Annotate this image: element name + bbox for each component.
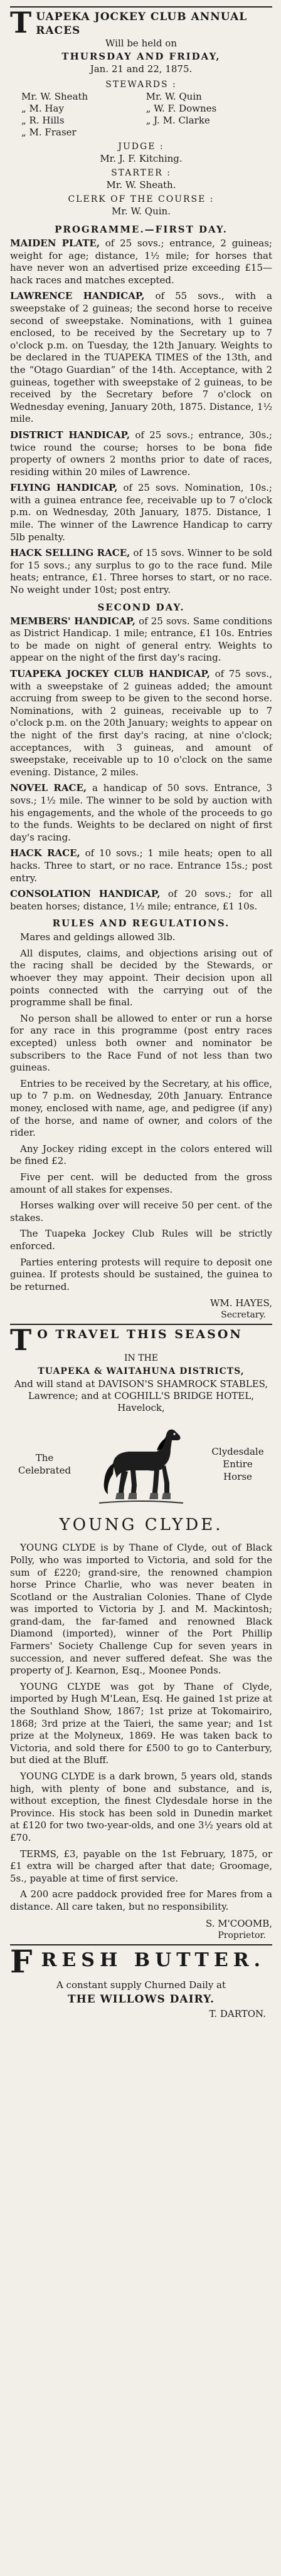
steward-name <box>146 127 261 139</box>
clyde-paragraph: YOUNG CLYDE was got by Thane of Clyde, imported by Hugh M'Lean, Esq. He gained 1st prize at the Southland Show, 1867; 1st prize at Tokomairiro, 1868; 3rd prize at the Taieri, the same year; and 1st prize at the Molyneux, 1869. He was taken back to Victoria, and sold there for £500 to go to Canterbury, but died at the Bluff. <box>10 1680 272 1766</box>
jockey-club-title <box>10 6 272 39</box>
race-title: CONSOLATION HANDICAP, <box>10 888 161 900</box>
judge-name: Mr. J. F. Kitching. <box>100 153 183 164</box>
clyde-terms: TERMS, £3, payable on the 1st February, 1875, or £1 extra will be charged after that date; Groomage, 5s., payable at time of first service. <box>10 1848 272 1884</box>
young-clyde-ad <box>10 1323 272 1941</box>
clyde-paragraph: YOUNG CLYDE is a dark brown, 5 years old, stands high, with plenty of bone and substance, and is, without exception, the finest Clydesdale horse in the Province. His stock has been sold in Dunedin market at £120 for two two-year-olds, and one 3½ years old at £70. <box>10 1771 272 1843</box>
steward-name: „ J. M. Clarke <box>146 115 210 126</box>
section-divider <box>10 1944 272 1945</box>
rule-item: Mares and geldings allowed 3lb. <box>20 931 176 943</box>
horse-illustration-icon <box>94 1420 188 1508</box>
first-day-races <box>10 238 272 597</box>
clyde-stands: And will stand at DAVISON'S SHAMROCK STABLES, Lawrence; and at COGHILL'S BRIDGE HOTEL, Havelock, <box>14 1378 268 1414</box>
race-text: of 25 sovs. Same conditions as District Handicap. 1 mile; entrance, £1 10s. Entries to be made on night of general entry. Weights to appear on the night of the first day's racing. <box>10 615 272 664</box>
race-text: of 20 sovs.; for all beaten horses; distance, 1½ mile; entrance, £1 10s. <box>10 888 272 912</box>
race-text: of 25 sovs. Nomination, 10s.; with a guinea entrance fee, receivable up to 7 o'clock p.m. on Wednesday, 20th January, 1875. Distance, 1 mile. The winner of the Lawrence Handicap to carry 5lb penalty. <box>10 482 272 543</box>
clyde-signature-role: Proprietor. <box>218 1930 266 1940</box>
dairy-name: THE WILLOWS DAIRY. <box>68 1992 215 2006</box>
race-dates: Jan. 21 and 22, 1875. <box>90 63 193 75</box>
race-item <box>10 888 272 913</box>
butter-signature: T. DARTON. <box>209 2008 266 2019</box>
clyde-signature: S. M'COOMB, <box>206 1917 272 1929</box>
race-title: MAIDEN PLATE, <box>10 238 100 249</box>
top-rule <box>10 6 272 8</box>
race-text: of 15 sovs. Winner to be sold for 15 sovs.; any surplus to go to the race fund. Mile heats; entrance, £1. Three horses to start, or no race. No weight under 10st; post entry. <box>10 547 272 596</box>
steward-name: „ W. F. Downes <box>146 103 217 114</box>
will-be-held: Will be held on <box>105 38 177 49</box>
race-days: THURSDAY AND FRIDAY, <box>61 51 221 62</box>
clyde-in-the: IN THE <box>124 1353 158 1364</box>
jockey-signature: WM. HAYES, <box>210 1297 272 1309</box>
horse-name: YOUNG CLYDE. <box>59 1516 223 1535</box>
clyde-title-dropcap: T <box>10 1323 34 1358</box>
race-text: of 25 sovs.; entrance, 2 guineas; weight for age; distance, 1½ mile; for horses that have never won an advertised prize exceeding £15—hack races and matches excepted. <box>10 238 272 286</box>
race-item <box>10 668 272 778</box>
stewards-row <box>10 103 272 115</box>
judge-heading: JUDGE : <box>118 142 164 152</box>
starter-name: Mr. W. Sheath. <box>106 179 176 191</box>
race-item <box>10 290 272 426</box>
race-item <box>10 847 272 884</box>
steward-name: Mr. W. Sheath <box>21 91 88 102</box>
programme-first-day: PROGRAMME.—FIRST DAY. <box>55 224 228 235</box>
race-text: of 25 sovs.; entrance, 30s.; twice round the course; horses to be bona fide property of owners 2 months prior to date of races, residing within 20 miles of Lawrence. <box>10 429 272 478</box>
steward-name: „ R. Hills <box>21 115 65 126</box>
starter-heading: STARTER : <box>111 168 171 178</box>
race-title: FLYING HANDICAP, <box>10 482 118 494</box>
rule-item: No person shall be allowed to enter or run a horse for any race in this programme (post entry races excepted) unless both owner and nominator be subscribers to the Race Fund of not less than two guineas. <box>10 1012 272 1074</box>
race-text: of 55 sovs., with a sweepstake of 2 guineas; the second horse to receive second of sweepstake. Nominations, with 1 guinea enclosed, to be received by the Secretary up to 7 o'clock p.m. on Tuesday, the 12th January. Weights to be declared in the TUAPEKA TIMES of the 13th, and the “Otago Guardian” of the 14th. Acceptance, with 2 guineas, together with sweepstake of 2 guineas, to be received by the Secretary before 7 o'clock on Wednesday evening, January 20th, 1875. Distance, 1½ mile. <box>10 290 272 425</box>
fresh-butter-ad <box>10 1942 272 2020</box>
horse-row <box>10 1420 272 1508</box>
stewards-heading: STEWARDS : <box>105 80 177 90</box>
rule-item: Entries to be received by the Secretary, at his office, up to 7 p.m. on Wednesday, 20th January. Entrance money, enclosed with name, age, and pedigree (if any) of the horse, and name of owner, and colors of the rider. <box>10 1077 272 1139</box>
race-item <box>10 238 272 286</box>
steward-name: Mr. W. Quin <box>146 91 202 102</box>
rule-item: Parties entering protests will require to deposit one guinea. If protests should be sustained, the guinea to be returned. <box>10 1256 272 1292</box>
race-text: of 75 sovs., with a sweepstake of 2 guineas added; the amount accruing from sweep to be given to the second horse. Nominations, with 2 guineas, receivable up to 7 o'clock p.m. on the 20th January; weights to appear on the night of the first day's racing, at nine o'clock; acceptances, with 3 guineas, and amount of sweepstake, receivable up to 10 o'clock on the same evening. Distance, 2 miles. <box>10 668 272 778</box>
stewards-row <box>10 115 272 127</box>
stewards-list <box>10 91 272 139</box>
race-text: a handicap of 50 sovs. Entrance, 3 sovs.; 1½ mile. The winner to be sold by auction with his engagements, and the whole of the proceeds to go to the funds. Weights to be declared on night of first day's racing. <box>10 782 272 843</box>
butter-title-text: RESH BUTTER. <box>41 1949 266 1971</box>
race-item <box>10 547 272 596</box>
race-title: TUAPEKA JOCKEY CLUB HANDICAP, <box>10 668 210 679</box>
clyde-paddock: A 200 acre paddock provided free for Mares from a distance. All care taken, but no responsibility. <box>10 1888 272 1912</box>
second-day-races <box>10 615 272 913</box>
rule-item: Any Jockey riding except in the colors entered will be fined £2. <box>10 1143 272 1167</box>
horse-left-caption: The Celebrated <box>18 1452 72 1477</box>
race-title: HACK RACE, <box>10 847 80 859</box>
steward-name: „ M. Fraser <box>21 127 77 138</box>
rules-heading: RULES AND REGULATIONS. <box>52 918 230 929</box>
jockey-title-dropcap: T <box>10 6 33 39</box>
jockey-signature-role: Secretary. <box>221 1310 266 1321</box>
section-divider <box>10 1324 272 1325</box>
butter-title <box>10 1942 272 1980</box>
clyde-title-text: O TRAVEL THIS SEASON <box>37 1327 243 1342</box>
clyde-districts: TUAPEKA & WAITAHUNA DISTRICTS, <box>38 1366 245 1377</box>
clerk-name: Mr. W. Quin. <box>112 206 171 217</box>
race-title: NOVEL RACE, <box>10 782 87 794</box>
race-title: MEMBERS' HANDICAP, <box>10 615 135 627</box>
horse-right-caption: Clydesdale Entire Horse <box>211 1446 264 1483</box>
stewards-row <box>10 127 272 139</box>
clyde-paragraph: YOUNG CLYDE is by Thane of Clyde, out of Black Polly, who was imported to Victoria, and sold for the sum of £220; grand-sire, the renowned champion horse Prince Charlie, who was never beaten in Scotland or the Australian Colonies. Thane of Clyde was imported to Victoria by J. and M. Mackintosh; grand-dam, the far-famed and renowned Black Diamond (imported), winner of the Port Phillip Farmers' Society Challenge Cup for seven years in succession, and never suffered defeat. She was the property of J. Kearnon, Esq., Moonee Ponds. <box>10 1542 272 1677</box>
rule-item: All disputes, claims, and objections arising out of the racing shall be decided by the Stewards, or whoever they may appoint. Their decision upon all points connected with the carrying out of the programme shall be final. <box>10 947 272 1008</box>
rules-list <box>10 931 272 1293</box>
clyde-title <box>10 1323 272 1358</box>
rule-item: The Tuapeka Jockey Club Rules will be strictly enforced. <box>10 1228 272 1252</box>
rule-item: Horses walking over will receive 50 per cent. of the stakes. <box>10 1200 272 1223</box>
jockey-title-text: UAPEKA JOCKEY CLUB ANNUAL RACES <box>36 11 248 37</box>
clerk-heading: CLERK OF THE COURSE : <box>68 194 215 204</box>
race-item <box>10 429 272 478</box>
race-item <box>10 482 272 543</box>
second-day-heading: SECOND DAY. <box>97 601 185 613</box>
butter-supply: A constant supply Churned Daily at <box>56 1979 226 1991</box>
jockey-club-ad <box>10 6 272 1321</box>
steward-name: „ M. Hay <box>21 103 64 114</box>
butter-title-dropcap: F <box>10 1942 38 1980</box>
race-text: of 10 sovs.; 1 mile heats; open to all hacks. Three to start, or no race. Entrance 15s.; post entry. <box>10 847 272 884</box>
race-title: HACK SELLING RACE, <box>10 547 130 559</box>
race-title: LAWRENCE HANDICAP, <box>10 290 145 302</box>
race-title: DISTRICT HANDICAP, <box>10 429 130 441</box>
rule-item: Five per cent. will be deducted from the gross amount of all stakes for expenses. <box>10 1171 272 1195</box>
race-item <box>10 615 272 664</box>
clyde-paragraphs <box>10 1542 272 1913</box>
race-item <box>10 782 272 844</box>
stewards-row <box>10 91 272 103</box>
